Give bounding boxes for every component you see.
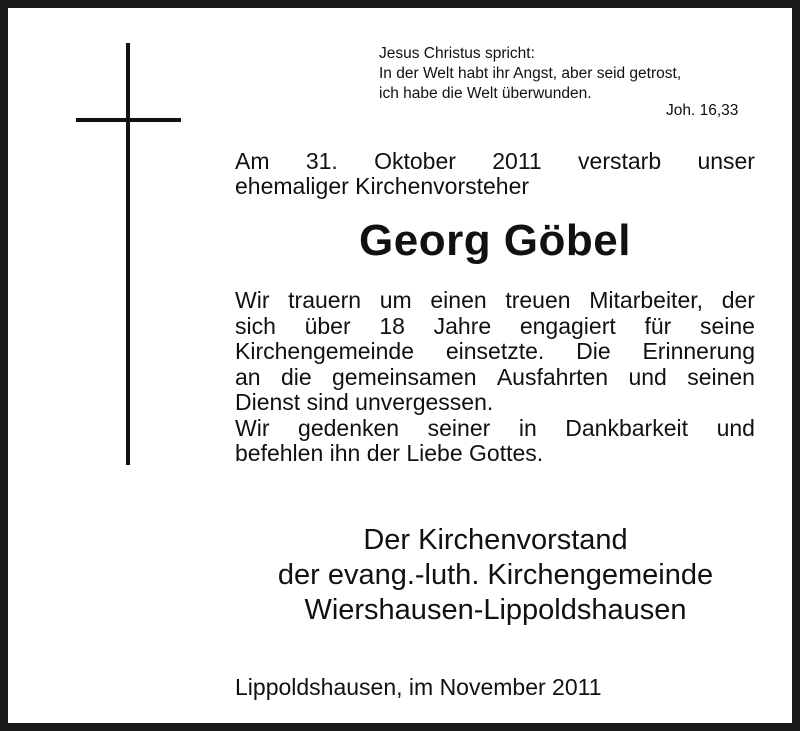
- tribute-line: befehlen ihn der Liebe Gottes.: [235, 440, 544, 466]
- signature-line: der evang.-luth. Kirchengemeinde: [277, 559, 714, 591]
- tribute-line: [235, 365, 755, 391]
- word: verstarb: [578, 148, 662, 174]
- bible-quote: [379, 44, 759, 119]
- word: die: [280, 363, 312, 390]
- word: treuen: [505, 287, 571, 313]
- word: Am: [235, 148, 270, 174]
- cross-icon: [126, 43, 130, 465]
- word: engagiert: [519, 312, 616, 339]
- tribute-line: [235, 314, 755, 340]
- word: und: [628, 363, 667, 390]
- word: seine: [699, 312, 755, 339]
- word: Wir: [235, 287, 270, 313]
- place-and-date: Lippoldshausen, im November 2011: [235, 674, 602, 700]
- signature-line: Der Kirchenvorstand: [363, 524, 628, 556]
- word: und: [716, 414, 755, 441]
- word: Ausfahrten: [496, 363, 609, 390]
- signature-line: Wiershausen-Lippoldshausen: [304, 594, 687, 626]
- signature-block: [208, 523, 783, 628]
- tribute-line: Dienst sind unvergessen.: [235, 389, 494, 415]
- word: sich: [235, 312, 276, 339]
- death-announcement: [235, 149, 755, 199]
- quote-line: In der Welt habt ihr Angst, aber seid getrost,: [379, 65, 682, 82]
- word: einen: [430, 287, 487, 313]
- word: seiner: [427, 414, 491, 441]
- word: Oktober: [374, 148, 456, 174]
- word: Mitarbeiter,: [589, 287, 704, 313]
- word: 31.: [305, 148, 338, 174]
- quote-line: ich habe die Welt überwunden.: [379, 85, 592, 102]
- word: Kirchengemeinde: [235, 338, 415, 364]
- word: 18: [379, 312, 405, 339]
- announcement-line: [235, 149, 755, 174]
- quote-reference: Joh. 16,33: [666, 102, 739, 119]
- word: in: [518, 414, 537, 441]
- announcement-line: ehemaliger Kirchenvorsteher: [235, 173, 530, 199]
- word: seinen: [687, 363, 755, 390]
- quote-line: Jesus Christus spricht:: [379, 45, 535, 62]
- tribute-line: [235, 288, 755, 314]
- word: Wir: [235, 414, 270, 441]
- word: Dankbarkeit: [565, 414, 689, 441]
- tribute-line: [235, 339, 755, 365]
- word: über: [304, 312, 351, 339]
- word: für: [644, 312, 672, 339]
- deceased-name: Georg Göbel: [359, 216, 631, 265]
- word: 2011: [492, 148, 542, 174]
- word: gedenken: [298, 414, 400, 441]
- word: Erinnerung: [642, 338, 755, 364]
- word: einsetzte.: [445, 338, 545, 364]
- word: an: [235, 363, 261, 390]
- word: gemeinsamen: [332, 363, 477, 390]
- word: Jahre: [433, 312, 492, 339]
- tribute-text: [235, 288, 755, 467]
- tribute-line: [235, 416, 755, 442]
- word: um: [379, 287, 412, 313]
- cross-icon-beam: [76, 118, 181, 122]
- word: unser: [697, 148, 755, 174]
- word: Die: [576, 338, 611, 364]
- word: der: [721, 287, 755, 313]
- word: trauern: [288, 287, 362, 313]
